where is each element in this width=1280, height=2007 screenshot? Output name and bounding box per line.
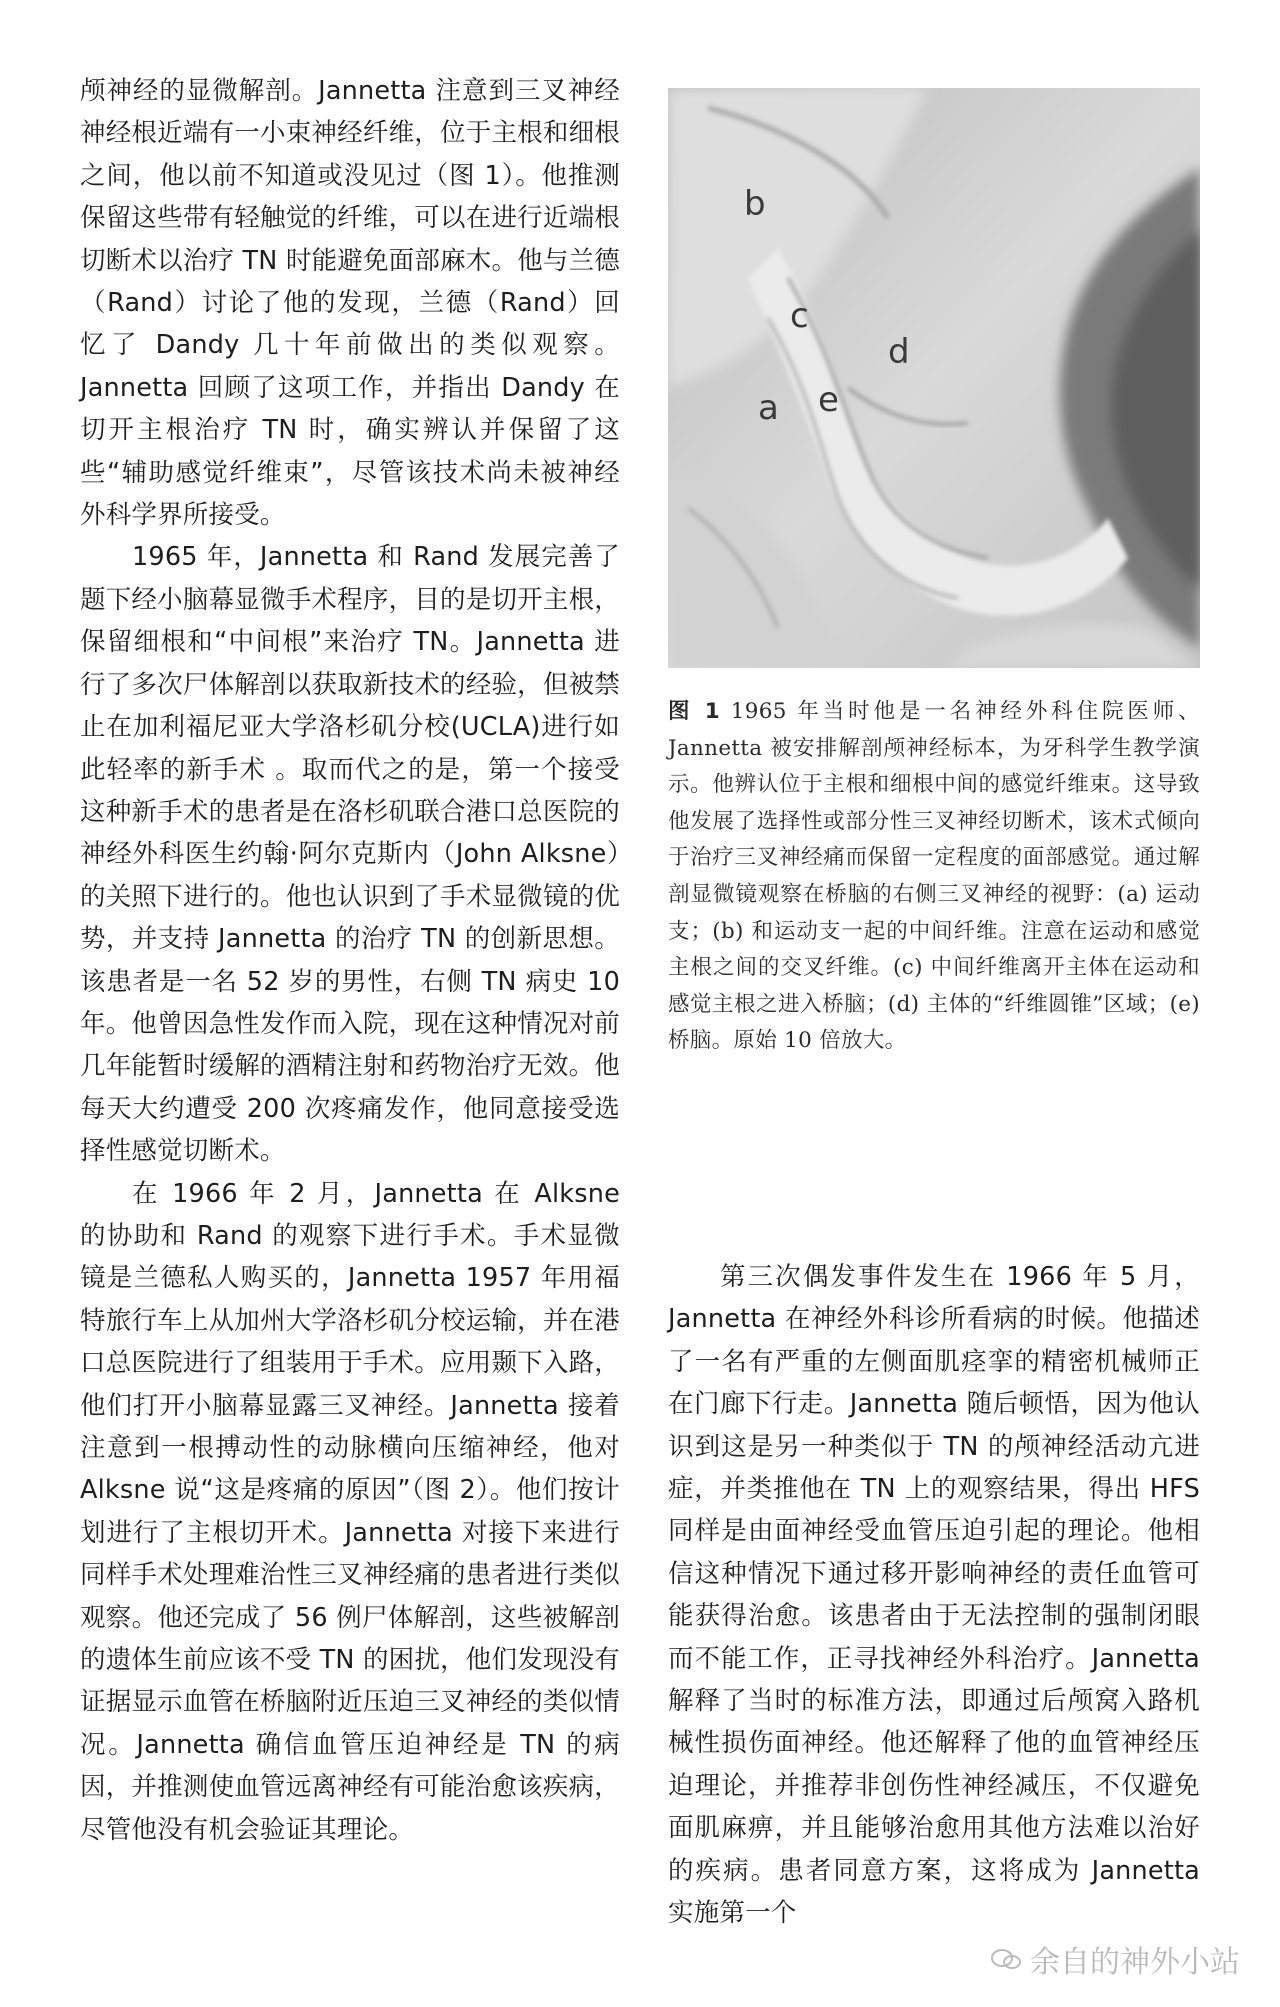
body-paragraph: 颅神经的显微解剖。Jannetta 注意到三叉神经神经根近端有一小束神经纤维，位于主根和细根之间，他以前不知道或没见过（图 1）。他推测保留这些带有轻触觉的纤维，可以在进行近端根切断术以治疗 TN 时能避免面部麻木。他与兰德（Rand）讨论了他的发现，兰德（Rand）回忆了 Dandy 几十年前做出的类似观察。Jannetta 回顾了这项工作，并指出 Dandy 在切开主根治疗 TN 时，确实辨认并保留了这些“辅助感觉纤维束”，尽管该技术尚未被神经外科学界所接受。 [80,76,620,531]
body-paragraph: 1965 年，Jannetta 和 Rand 发展完善了题下经小脑幕显微手术程序，目的是切开主根，保留细根和“中间根”来治疗 TN。Jannetta 进行了多次尸体解剖以获取新技术的经验，但被禁止在加利福尼亚大学洛杉矶分校(UCLA)进行如此轻率的新手术 。取而代之的是，第一个接受这种新手术的患者是在洛杉矶联合港口总医院的神经外科医生约翰·阿尔克斯内（John Alksne）的关照下进行的。他也认识到了手术显微镜的优势，并支持 Jannetta 的治疗 TN 的创新思想。该患者是一名 52 岁的男性，右侧 TN 病史 10 年。他曾因急性发作而入院，现在这种情况对前几年能暂时缓解的酒精注射和药物治疗无效。他每天大约遭受 200 次疼痛发作，他同意接受选择性感觉切断术。 [80,542,620,1167]
body-paragraph: 第三次偶发事件发生在 1966 年 5 月，Jannetta 在神经外科诊所看病的时候。他描述了一名有严重的左侧面肌痉挛的精密机械师正在门廊下行走。Jannetta 随后顿悟，因为他认识到这是另一种类似于 TN 的颅神经活动亢进症，并类推他在 TN 上的观察结果，得出 HFS 同样是由面神经受血管压迫引起的理论。他相信这种情况下通过移开影响神经的责任血管可能获得治愈。该患者由于无法控制的强制闭眼而不能工作，正寻找神经外科治疗。Jannetta 解释了当时的标准方法，即通过后颅窝入路机械性损伤面神经。他还解释了他的血管神经压迫理论，并推荐非创伤性神经减压，不仅避免面肌麻痹，并且能够治愈用其他方法难以治好的疾病。患者同意方案，这将成为 Jannetta 实施第一个 [668,1262,1200,1929]
label-c: c [790,296,809,336]
figure-number: 图 1 [668,699,721,724]
watermark-text: 余自的神外小站 [1030,1945,1240,1980]
label-e: e [818,380,839,420]
body-paragraph: 在 1966 年 2 月，Jannetta 在 Alksne 的协助和 Rand 的观察下进行手术。手术显微镜是兰德私人购买的，Jannetta 1957 年用福特旅行车上从加州大学洛杉矶分校运输，并在港口总医院进行了组装用于手术。应用颞下入路，他们打开小脑幕显露三叉神经。Jannetta 接着注意到一根搏动性的动脉横向压缩神经，他对 Alksne 说“这是疼痛的原因”（图 2）。他们按计划进行了主根切开术。Jannetta 对接下来进行同样手术处理难治性三叉神经痛的患者进行类似观察。他还完成了 56 例尸体解剖，这些被解剖的遗体生前应该不受 TN 的困扰，他们发现没有证据显示血管在桥脑附近压迫三叉神经的类似情况。Jannetta 确信血管压迫神经是 TN 的病因，并推测使血管远离神经有可能治愈该疾病，尽管他没有机会验证其理论。 [80,1178,620,1845]
label-d: d [888,332,910,372]
dissection-photo [668,88,1200,668]
label-a: a [758,388,779,428]
figure-area [668,88,1200,1060]
figure-caption [668,694,1200,1060]
caption-text: 1965 年当时他是一名神经外科住院医师、Jannetta 被安排解剖颅神经标本，为牙科学生教学演示。他辨认位于主根和细根中间的感觉纤维束。这导致他发展了选择性或部分性三叉神经切断术，该术式倾向于治疗三叉神经痛而保留一定程度的面部感觉。通过解剖显微镜观察在桥脑的右侧三叉神经的视野：(a) 运动支；(b) 和运动支一起的中间纤维。注意在运动和感觉主根之间的交叉纤维。(c) 中间纤维离开主体在运动和感觉主根之进入桥脑；(d) 主体的“纤维圆锥”区域；(e) 桥脑。原始 10 倍放大。 [668,699,1200,1054]
left-column [80,70,620,1851]
right-column [668,1256,1200,1935]
label-b: b [744,184,766,224]
wechat-icon [990,1948,1022,1970]
dissection-photo-image [668,88,1200,668]
watermark [990,1937,1240,1981]
